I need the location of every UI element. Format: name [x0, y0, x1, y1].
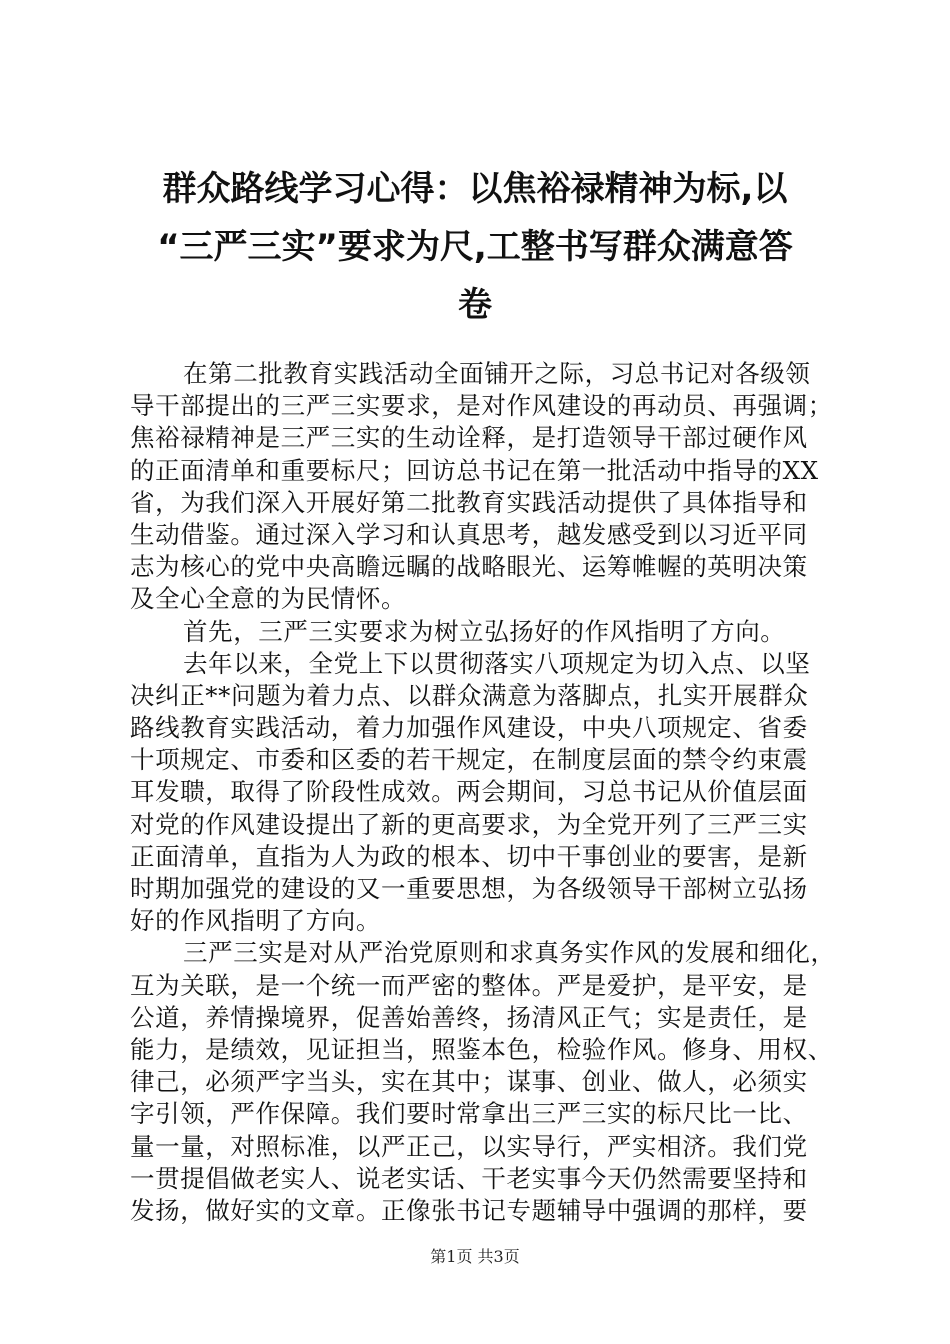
title-line-2: “三严三实”要求为尺,工整书写群众满意答: [157, 227, 793, 267]
title-line-1: 群众路线学习心得：以焦裕禄精神为标,以: [162, 169, 788, 209]
body-line: 时期加强党的建设的又一重要思想，为各级领导干部树立弘扬: [130, 874, 808, 903]
body-line: 焦裕禄精神是三严三实的生动诠释，是打造领导干部过硬作风: [130, 423, 808, 453]
body-line: 正面清单，直指为人为政的根本、切中干事创业的要害，是新: [130, 841, 808, 871]
body-line: 三严三实是对从严治党原则和求真务实作风的发展和细化，: [183, 938, 836, 968]
body-line: 在第二批教育实践活动全面铺开之际，习总书记对各级领: [183, 359, 811, 388]
page-footer: [0, 1244, 950, 1267]
body-line: 耳发聩，取得了阶段性成效。两会期间，习总书记从价值层面: [130, 777, 808, 807]
body-line: 的正面清单和重要标尺；回访总书记在第一批活动中指导的XX: [130, 455, 819, 485]
page-number: 第1页 共3页: [430, 1247, 520, 1266]
body-line: 决纠正**问题为着力点、以群众满意为落脚点，扎实开展群众: [130, 680, 809, 710]
body-line: 一贯提倡做老实人、说老实话、干老实事今天仍然需要坚持和: [130, 1163, 808, 1193]
body-line: 省，为我们深入开展好第二批教育实践活动提供了具体指导和: [130, 487, 808, 517]
body-line: 对党的作风建设提出了新的更高要求，为全党开列了三严三实: [130, 809, 808, 839]
body-line: 路线教育实践活动，着力加强作风建设，中央八项规定、省委: [130, 713, 808, 743]
body-line: 量一量，对照标准，以严正己，以实导行，严实相济。我们党: [130, 1131, 808, 1161]
body-line: 及全心全意的为民情怀。: [130, 584, 407, 614]
body-line: 互为关联，是一个统一而严密的整体。严是爱护，是平安，是: [130, 970, 808, 1000]
body-line: 能力，是绩效，见证担当，照鉴本色，检验作风。修身、用权、: [130, 1034, 833, 1064]
body-line: 字引领，严作保障。我们要时常拿出三严三实的标尺比一比、: [130, 1099, 808, 1129]
body-line: 公道，养情操境界，促善始善终，扬清风正气；实是责任，是: [130, 1002, 808, 1032]
title-line-3: 卷: [458, 285, 492, 325]
body-line: 生动借鉴。通过深入学习和认真思考，越发感受到以习近平同: [130, 519, 808, 549]
body-line: 律己，必须严字当头，实在其中；谋事、创业、做人，必须实: [130, 1067, 808, 1097]
body-line: 十项规定、市委和区委的若干规定，在制度层面的禁令约束震: [130, 745, 808, 775]
body-line: 导干部提出的三严三实要求，是对作风建设的再动员、再强调；: [130, 391, 833, 421]
body-text: [130, 358, 836, 1227]
body-line: 首先，三严三实要求为树立弘扬好的作风指明了方向。: [183, 616, 786, 646]
body-line: 发扬，做好实的文章。正像张书记专题辅导中强调的那样，要: [130, 1195, 808, 1225]
document-title: [120, 160, 830, 334]
body-line: 志为核心的党中央高瞻远瞩的战略眼光、运筹帷幄的英明决策: [130, 552, 808, 582]
body-line: 好的作风指明了方向。: [130, 906, 381, 936]
body-line: 去年以来，全党上下以贯彻落实八项规定为切入点、以坚: [183, 648, 811, 678]
